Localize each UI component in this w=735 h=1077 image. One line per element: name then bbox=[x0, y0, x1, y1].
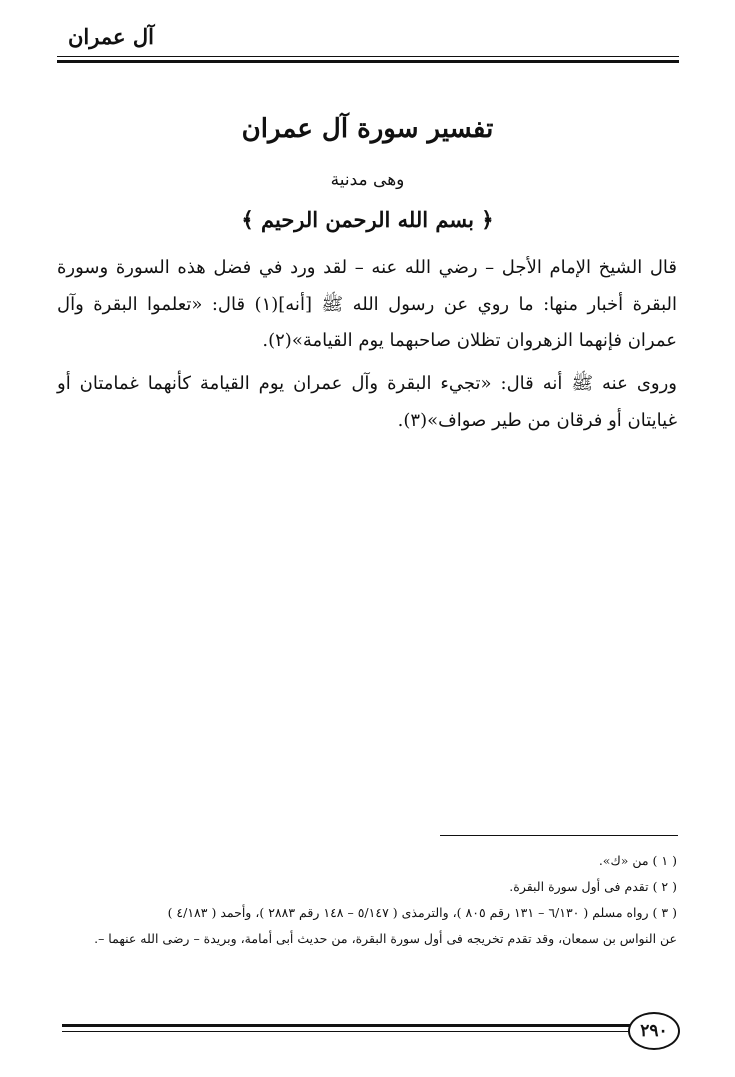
surah-title: تفسير سورة آل عمران bbox=[241, 114, 494, 144]
footer-rule-thick bbox=[62, 1024, 630, 1027]
surah-subtitle: وهى مدنية bbox=[330, 170, 405, 190]
basmala: ﴿ بسم الله الرحمن الرحيم ﴾ bbox=[241, 207, 494, 232]
footnote: ( ٣ ) رواه مسلم ( ٦/١٣٠ – ١٣١ رقم ٨٠٥ )، والترمذى ( ٥/١٤٧ – ١٤٨ رقم ٢٨٨٣ )، وأحمد ( ٤/١٨٣ ) bbox=[167, 905, 677, 920]
footnote: ( ٢ ) تقدم فى أول سورة البقرة. bbox=[509, 879, 677, 894]
body-paragraph: قال الشيخ الإمام الأجل – رضي الله عنه – لقد ورد في فضل هذه السورة وسورة البقرة أخبار منها: ما روي عن رسول الله ﷺ [أنه](١) قال: «تعلموا البقرة وآل عمران فإنهما الزهروان تظلان صاحبهما يوم القيامة»(٢). bbox=[57, 257, 678, 351]
footnotes-block bbox=[57, 848, 677, 952]
footnote: ( ١ ) من «ك». bbox=[598, 853, 677, 868]
page-number: ٢٩٠ bbox=[628, 1012, 680, 1050]
body-paragraph: وروى عنه ﷺ أنه قال: «تجيء البقرة وآل عمران يوم القيامة كأنهما غمامتان أو غيايتان أو فرقان من طير صواف»(٣). bbox=[57, 373, 677, 431]
footnote-separator bbox=[440, 835, 678, 836]
header-rule-thin bbox=[57, 56, 679, 57]
header-rule-thick bbox=[57, 60, 679, 63]
footer-rule-thin bbox=[62, 1031, 630, 1032]
footnote-continuation: عن النواس بن سمعان، وقد تقدم تخريجه فى أول سورة البقرة، من حديث أبى أمامة، وبريدة – رضى الله عنهما –. bbox=[94, 931, 677, 946]
running-header-title: آل عمران bbox=[68, 24, 154, 49]
